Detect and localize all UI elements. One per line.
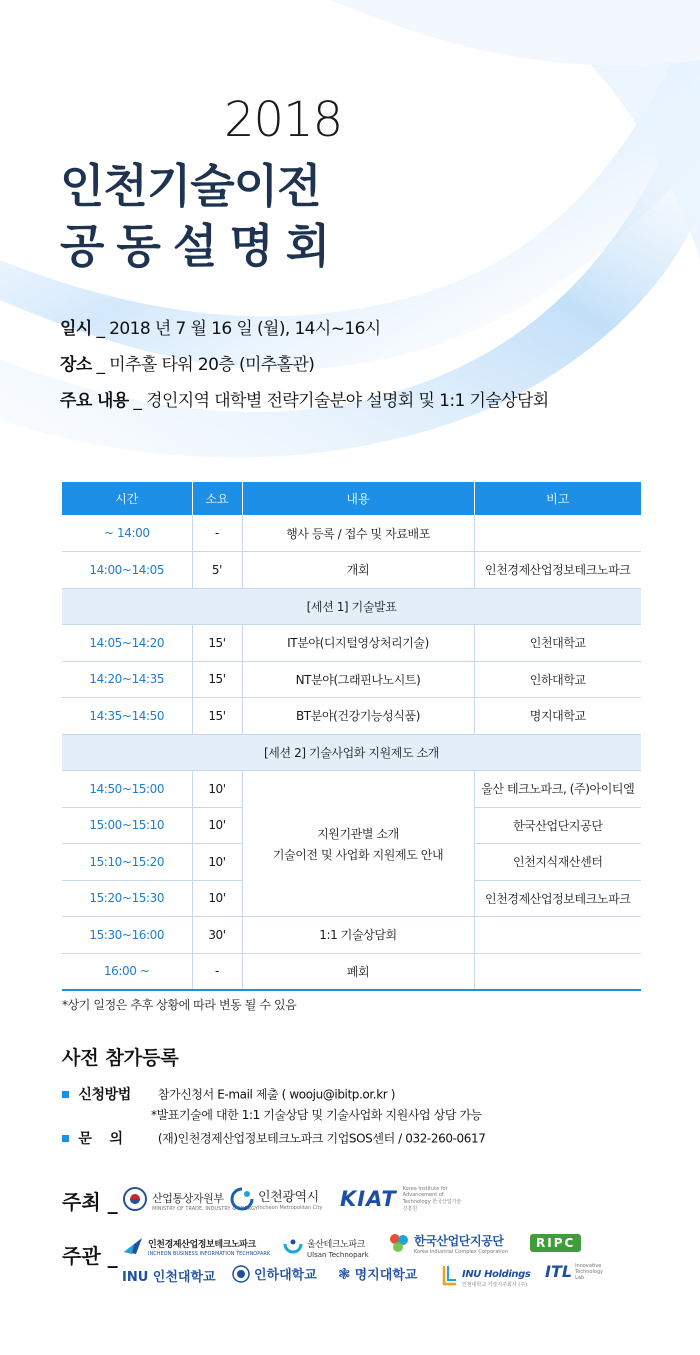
contact-value: (재)인천경제산업정보테크노파크 기업SOS센터 / 032-260-0617	[157, 1131, 486, 1146]
table-row	[62, 625, 641, 662]
mju-logo	[338, 1264, 417, 1283]
itl-logo	[545, 1262, 605, 1281]
cell-duration: -	[192, 515, 242, 552]
cell-note	[474, 953, 641, 990]
kicox-sub: Korea Industrial Complex Corporation	[414, 1249, 508, 1255]
registration-contact	[62, 1128, 485, 1148]
header-note: 비고	[474, 482, 641, 515]
cell-time: 14:50~15:00	[62, 771, 192, 808]
ulsan-tp-name: 울산테크노파크	[307, 1240, 366, 1250]
info-place-label: 장소	[60, 355, 92, 375]
info-date	[60, 314, 381, 339]
mju-name: 명지대학교	[354, 1268, 418, 1283]
cell-duration: 10'	[192, 880, 242, 917]
mju-emblem-icon: ❃	[338, 1264, 351, 1283]
motie-name: 산업통상자원부	[152, 1191, 224, 1205]
cell-note: 인천경제산업정보테크노파크	[474, 552, 641, 589]
cell-duration: 10'	[192, 807, 242, 844]
method-sub: *발표기술에 대한 1:1 기술상담 및 기술사업화 지원사업 상담 가능	[151, 1108, 482, 1122]
table-row	[62, 771, 641, 808]
ripc-wordmark: RIPC	[530, 1234, 581, 1252]
info-content-value: _ 경인지역 대학별 전략기술분야 설명회 및 1:1 기술상담회	[133, 391, 549, 411]
cell-time: 15:20~15:30	[62, 880, 192, 917]
cell-content-merged	[242, 771, 474, 917]
cell-duration: 30'	[192, 917, 242, 954]
cell-time: 15:00~15:10	[62, 807, 192, 844]
merged-content-line2: 기술이전 및 사업화 지원제도 안내	[272, 847, 444, 862]
schedule-header-row	[62, 482, 641, 515]
ibitp-icon	[122, 1234, 144, 1256]
ulsan-tp-icon	[283, 1236, 303, 1256]
event-title-line2: 공동설명회	[60, 219, 343, 273]
manager-label: 주관 _	[62, 1244, 118, 1268]
kicox-name: 한국산업단지공단	[414, 1234, 504, 1248]
kiat-logo	[340, 1186, 463, 1212]
info-place	[60, 350, 314, 375]
cell-duration: -	[192, 953, 242, 990]
kiat-wordmark: KIAT	[340, 1187, 397, 1211]
cell-note	[474, 917, 641, 954]
itl-sub: Innovative Technology Lab	[575, 1262, 604, 1281]
event-year: 2018	[224, 92, 343, 148]
cell-duration: 15'	[192, 698, 242, 735]
incheon-city-name: 인천광역시	[258, 1190, 319, 1205]
session-row	[62, 734, 641, 771]
government-emblem-icon	[122, 1186, 148, 1212]
cell-note: 인천지식재산센터	[474, 844, 641, 881]
header-time: 시간	[62, 482, 192, 515]
cell-time: ~ 14:00	[62, 515, 192, 552]
event-title-line1: 인천기술이전	[60, 159, 321, 213]
cell-content: NT분야(그래핀나노시트)	[242, 661, 474, 698]
table-row	[62, 953, 641, 990]
kicox-logo	[388, 1230, 508, 1255]
cell-time: 14:20~14:35	[62, 661, 192, 698]
schedule-note: *상기 일정은 추후 상황에 따라 변동 될 수 있음	[62, 998, 297, 1012]
bullet-icon	[62, 1135, 69, 1142]
cell-content: 개회	[242, 552, 474, 589]
cell-note: 인천대학교	[474, 625, 641, 662]
host-label: 주최 _	[62, 1190, 118, 1214]
inu-name: INU 인천대학교	[122, 1270, 216, 1285]
registration-method	[62, 1084, 395, 1104]
inu-holdings-name: INU Holdings	[462, 1269, 531, 1280]
session-title: [세션 2] 기술사업화 지원제도 소개	[62, 734, 641, 771]
table-row	[62, 515, 641, 552]
table-row	[62, 917, 641, 954]
cell-duration: 10'	[192, 771, 242, 808]
registration-title: 사전 참가등록	[62, 1047, 179, 1069]
ripc-logo	[530, 1234, 581, 1252]
header-duration: 소요	[192, 482, 242, 515]
ulsan-tp-logo	[283, 1232, 369, 1259]
itl-wordmark: ITL	[545, 1262, 573, 1281]
inu-holdings-icon	[442, 1264, 458, 1286]
inha-name: 인하대학교	[254, 1268, 317, 1283]
cell-duration: 5'	[192, 552, 242, 589]
motie-sub: MINISTRY OF TRADE, INDUSTRY & ENERGY	[152, 1205, 258, 1212]
incheon-city-sub: Incheon Metropolitan City	[258, 1205, 323, 1211]
cell-time: 16:00 ~	[62, 953, 192, 990]
cell-time: 15:10~15:20	[62, 844, 192, 881]
kicox-icon	[388, 1232, 410, 1254]
header-content: 내용	[242, 482, 474, 515]
ulsan-tp-sub: Ulsan Technopark	[307, 1251, 369, 1259]
cell-time: 14:00~14:05	[62, 552, 192, 589]
schedule-table	[62, 482, 641, 991]
info-date-label: 일시	[60, 319, 92, 339]
inu-holdings-sub: 인천대학교 기술지주회사 (주)	[462, 1282, 528, 1288]
cell-note	[474, 515, 641, 552]
table-row	[62, 698, 641, 735]
cell-content: 폐회	[242, 953, 474, 990]
contact-label: 문 의	[78, 1131, 123, 1147]
table-row	[62, 661, 641, 698]
cell-note: 인천경제산업정보테크노파크	[474, 880, 641, 917]
cell-time: 14:05~14:20	[62, 625, 192, 662]
info-date-value: _ 2018 년 7 월 16 일 (월), 14시~16시	[96, 319, 381, 339]
cell-note: 한국산업단지공단	[474, 807, 641, 844]
session-title: [세션 1] 기술발표	[62, 588, 641, 625]
ibitp-logo	[122, 1232, 270, 1257]
cell-content: 행사 등록 / 접수 및 자료배포	[242, 515, 474, 552]
incheon-city-logo	[230, 1186, 322, 1211]
ibitp-sub: INCHEON BUSINESS INFORMATION TECHNOPARK	[148, 1251, 271, 1257]
inha-emblem-icon	[232, 1265, 250, 1283]
cell-time: 15:30~16:00	[62, 917, 192, 954]
info-place-value: _ 미추홀 타워 20층 (미추홀관)	[96, 355, 315, 375]
cell-duration: 10'	[192, 844, 242, 881]
incheon-city-icon	[230, 1187, 254, 1211]
method-label: 신청방법	[78, 1087, 131, 1103]
ibitp-name: 인천경제산업정보테크노파크	[148, 1240, 256, 1250]
inu-logo	[122, 1266, 216, 1285]
method-value: 참가신청서 E-mail 제출 ( wooju@ibitp.or.kr )	[157, 1087, 395, 1102]
cell-note: 명지대학교	[474, 698, 641, 735]
session-row	[62, 588, 641, 625]
bullet-icon	[62, 1091, 69, 1098]
merged-content-line1: 지원기관별 소개	[317, 826, 399, 841]
cell-note: 인하대학교	[474, 661, 641, 698]
inha-logo	[232, 1264, 317, 1283]
table-row	[62, 552, 641, 589]
info-content	[60, 386, 549, 411]
info-content-label: 주요 내용	[60, 391, 129, 411]
cell-time: 14:35~14:50	[62, 698, 192, 735]
kiat-sub: Korea Institute for Advancement of Technology 한국산업기술진흥원	[402, 1186, 462, 1212]
cell-content: BT분야(건강기능성식품)	[242, 698, 474, 735]
inu-holdings-logo	[442, 1262, 530, 1288]
cell-content: IT분야(디지털영상처리기술)	[242, 625, 474, 662]
cell-duration: 15'	[192, 625, 242, 662]
cell-content: 1:1 기술상담회	[242, 917, 474, 954]
cell-note: 울산 테크노파크, (주)아이티엘	[474, 771, 641, 808]
cell-duration: 15'	[192, 661, 242, 698]
